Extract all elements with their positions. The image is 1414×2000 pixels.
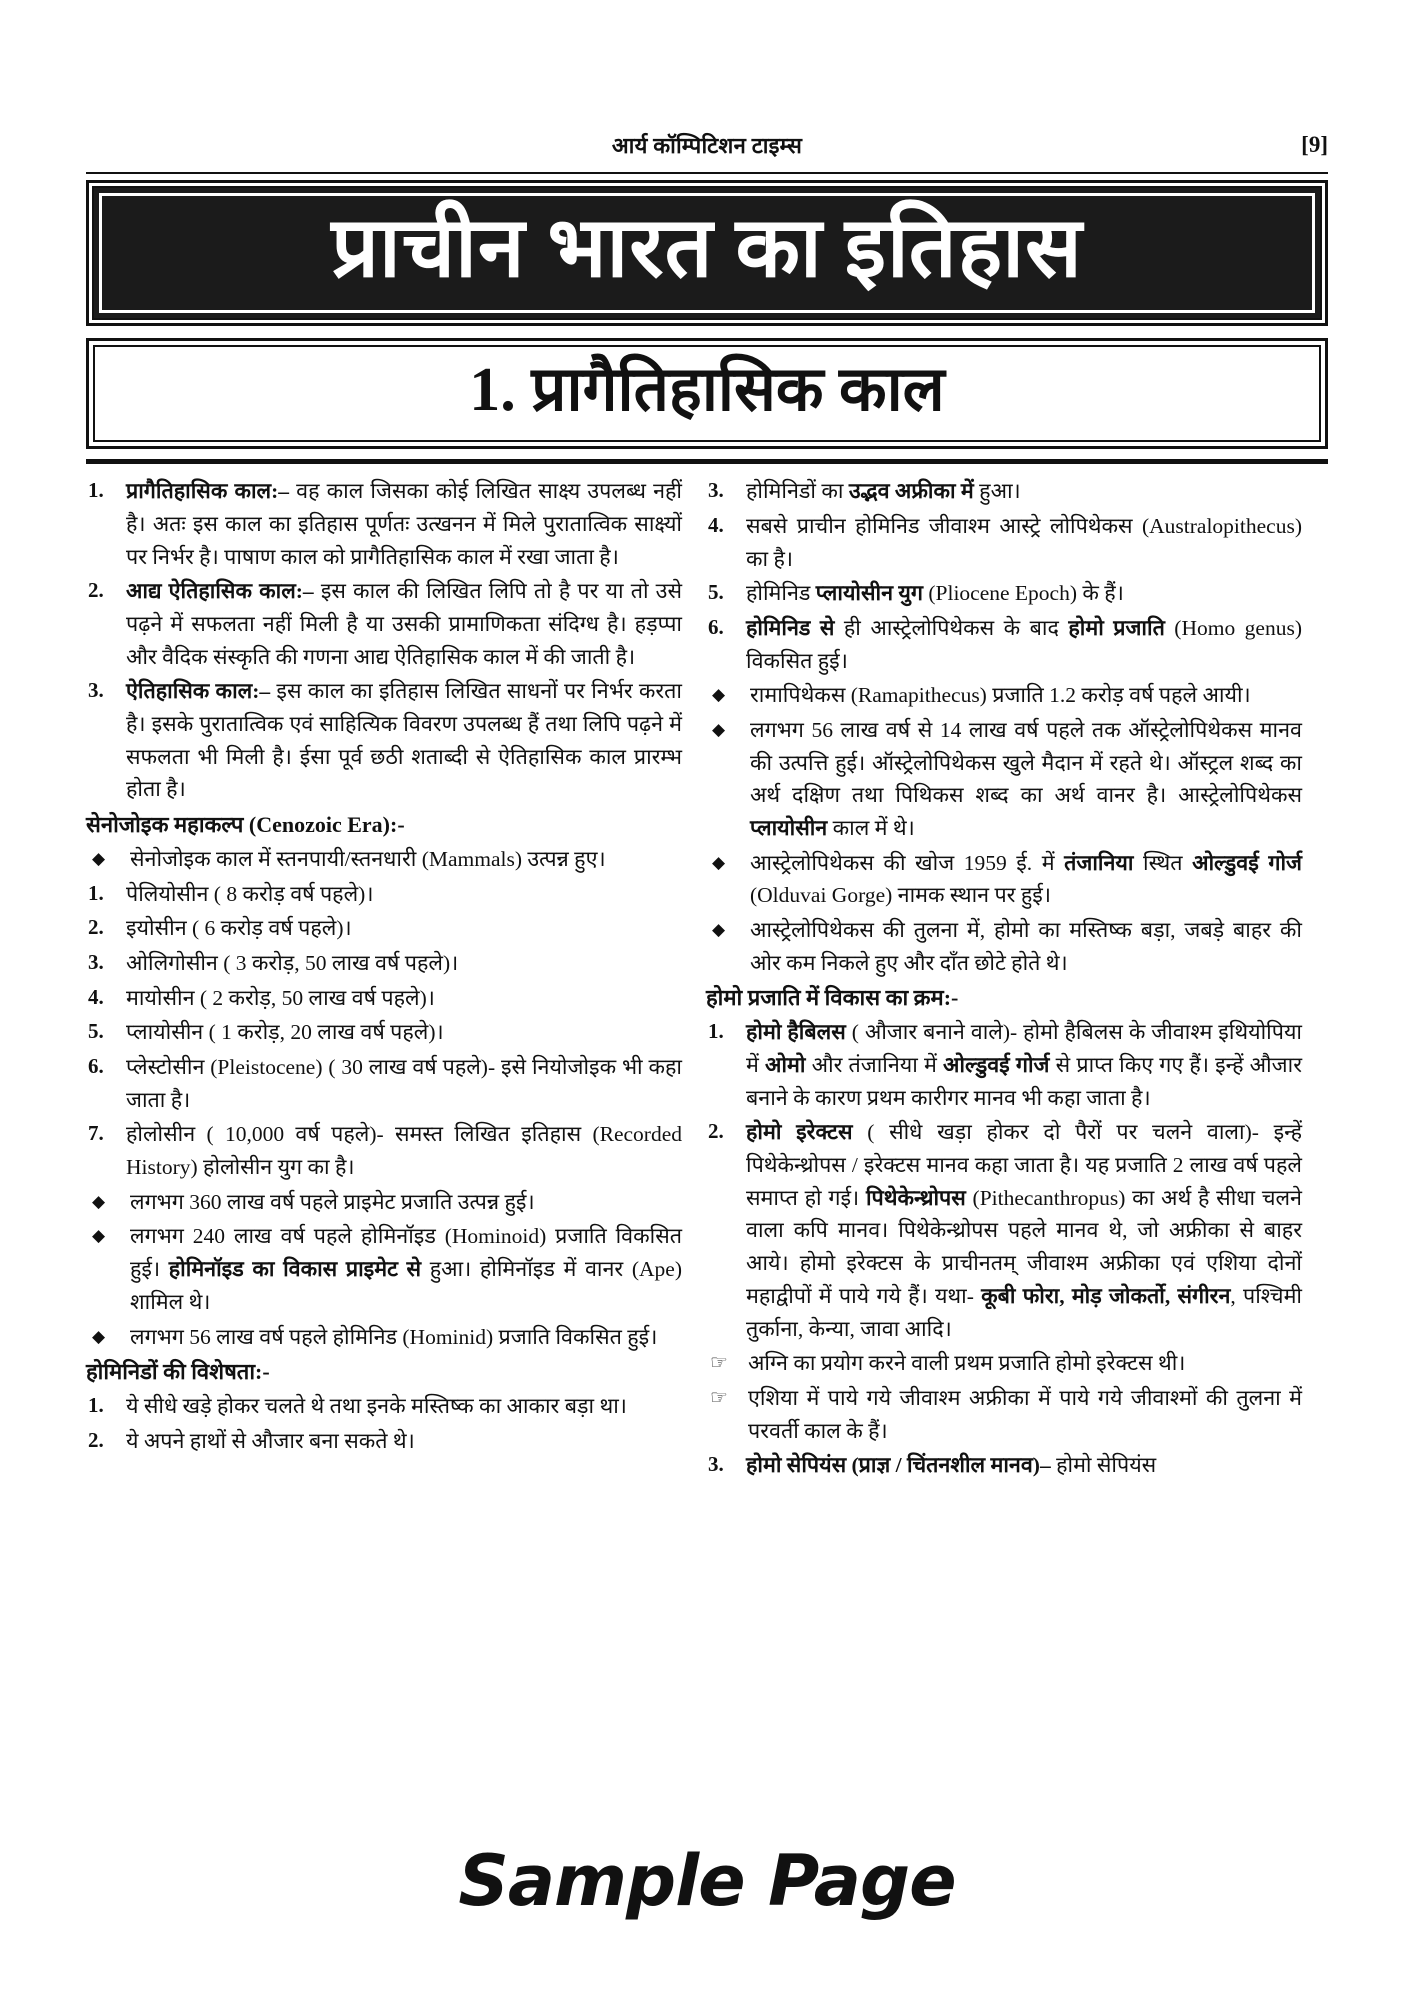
list-item	[706, 577, 1302, 610]
list-marker: 4.	[88, 984, 104, 1009]
list-item-text: ये अपने हाथों से औजार बना सकते थे।	[126, 1428, 415, 1453]
list-item	[706, 914, 1302, 979]
list-item-text: ऐतिहासिक काल:– इस काल का इतिहास लिखित साधनों पर निर्भर करता है। इसके पुरातात्विक एवं साहित्यिक विवरण उपलब्ध हैं तथा लिपि पढ़ने में सफलता भी मिली है। ईसा पूर्व छठी शताब्दी से ऐतिहासिक काल प्रारम्भ होता है।	[126, 679, 683, 802]
pointing-hand-icon: ☞	[710, 1352, 728, 1375]
list-item-text: होमिनिड प्लायोसीन युग (Pliocene Epoch) के हैं।	[746, 581, 1124, 606]
body-top-rule	[86, 459, 1328, 464]
body-columns	[86, 475, 1328, 1483]
list-item-text: होमो सेपियंस (प्राज्ञ / चिंतनशील मानव)– होमो सेपियंस	[746, 1453, 1157, 1478]
list-item-text: मायोसीन ( 2 करोड़, 50 लाख वर्ष पहले)।	[126, 985, 435, 1010]
chapter-title-banner	[86, 338, 1328, 449]
list-item	[706, 714, 1302, 845]
list-marker: 4.	[708, 513, 724, 538]
list-item	[86, 912, 682, 945]
running-head	[86, 126, 1328, 170]
list-item-text: आद्य ऐतिहासिक काल:– इस काल की लिखित लिपि तो है पर या तो उसे पढ़ने में सफलता नहीं मिली है या उसकी प्रामाणिकता संदिग्ध है। हड़प्पा और वैदिक संस्कृति की गणना आद्य ऐतिहासिक काल में की जाती है।	[126, 579, 682, 669]
list-item-text: आस्ट्रेलोपिथेकस की खोज 1959 ई. में तंजानिया स्थित ओल्डुवई गोर्ज (Olduvai Gorge) नामक स्थान पर हुई।	[750, 850, 1302, 908]
left-subhead-cenozoic: सेनोजोइक महाकल्प (Cenozoic Era):-	[86, 812, 405, 838]
list-item-text: होमो इरेक्टस ( सीधे खड़ा होकर दो पैरों पर चलने वाला)- इन्हें पिथेकेन्थ्रोपस / इरेक्टस मानव कहा जाता है। यह प्रजाति 2 लाख वर्ष पहले समाप्त हो गई। पिथेकेन्थ्रोपस (Pithecanthropus) का अर्थ है सीधा चलने वाला कपि मानव। पिथेकेन्थ्रोपस पहले मानव थे, जो अफ्रीका से बाहर आये। होमो इरेक्टस के प्राचीनतम् जीवाश्म अफ्रीका एवं एशिया दोनों महाद्वीपों में पाये गये हैं। यथा- कूबी फोरा, मोड़ जोकर्तो, संगीरन, पश्चिमी तुर्काना, केन्या, जावा आदि।	[746, 1120, 1302, 1341]
list-item-text: एशिया में पाये गये जीवाश्म अफ्रीका में पाये गये जीवाश्मों की तुलना में परवर्ती काल के हैं।	[748, 1385, 1302, 1443]
list-item	[706, 847, 1302, 912]
bullet-icon: ◆	[712, 720, 726, 740]
list-item	[86, 982, 682, 1015]
list-marker: 2.	[88, 915, 104, 940]
main-title-banner-inner	[92, 186, 1322, 320]
list-item-text: होमो हैबिलस ( औजार बनाने वाले)- होमो हैबिलस के जीवाश्म इथियोपिया में ओमो और तंजानिया में ओल्डुवई गोर्ज से प्राप्त किए गए हैं। इन्हें औजार बनाने के कारण प्रथम कारीगर मानव भी कहा जाता है।	[746, 1020, 1302, 1110]
list-marker: 2.	[88, 1427, 104, 1452]
right-subhead-homo-evolution: होमो प्रजाति में विकास का क्रम:-	[706, 985, 959, 1011]
left-list-2	[86, 843, 682, 1353]
list-item-text: रामापिथेकस (Ramapithecus) प्रजाति 1.2 करोड़ वर्ष पहले आयी।	[750, 683, 1251, 708]
list-item-text: होमिनिड से ही आस्ट्रेलोपिथेकस के बाद होमो प्रजाति (Homo genus) विकसित हुई।	[746, 616, 1302, 673]
bullet-icon: ◆	[92, 1326, 106, 1346]
list-marker: 1.	[88, 880, 104, 905]
list-marker: 3.	[708, 1452, 724, 1477]
list-item	[86, 843, 682, 876]
list-item	[86, 575, 682, 673]
left-list-3	[86, 1390, 682, 1457]
list-item-text: लगभग 240 लाख वर्ष पहले होमिनॉइड (Hominoid) प्रजाति विकसित हुई। होमिनॉइड का विकास प्राइमेट से हुआ। होमिनॉइड में वानर (Ape) शामिल थे।	[130, 1224, 682, 1314]
list-item-text: इयोसीन ( 6 करोड़ वर्ष पहले)।	[126, 916, 352, 941]
list-item-text: सेनोजोइक काल में स्तनपायी/स्तनधारी (Mammals) उत्पन्न हुए।	[130, 847, 606, 872]
list-marker: 1.	[88, 1393, 104, 1418]
list-item-text: आस्ट्रेलोपिथेकस की तुलना में, होमो का मस्तिष्क बड़ा, जबड़े बाहर की ओर कम निकले हुए और दाँत छोटे होते थे।	[750, 918, 1302, 975]
bullet-icon: ◆	[92, 849, 106, 869]
bullet-icon: ◆	[712, 685, 726, 705]
sample-page-watermark: Sample Page	[458, 1840, 956, 1922]
list-marker: 3.	[88, 950, 104, 975]
list-item	[706, 1449, 1302, 1482]
bullet-icon: ◆	[92, 1191, 106, 1211]
list-marker: 2.	[708, 1119, 724, 1144]
list-item	[86, 947, 682, 980]
list-item	[706, 679, 1302, 712]
list-marker: 3.	[88, 678, 104, 703]
list-item	[86, 1321, 682, 1354]
bullet-icon: ◆	[712, 920, 726, 940]
list-item-text: होमिनिडों का उद्भव अफ्रीका में हुआ।	[746, 479, 1021, 504]
list-item-text: प्लेस्टोसीन (Pleistocene) ( 30 लाख वर्ष पहले)- इसे नियोजोइक भी कहा जाता है।	[126, 1055, 682, 1112]
list-item	[706, 1016, 1302, 1114]
pointing-hand-icon: ☞	[710, 1386, 728, 1409]
list-marker: 5.	[708, 580, 724, 605]
list-item-text: होलोसीन ( 10,000 वर्ष पहले)- समस्त लिखित इतिहास (Recorded History) होलोसीन युग का है।	[126, 1122, 682, 1180]
list-item	[86, 878, 682, 911]
list-item	[706, 1382, 1302, 1447]
list-marker: 6.	[88, 1054, 104, 1079]
list-marker: 3.	[708, 478, 724, 503]
list-item-text: लगभग 56 लाख वर्ष से 14 लाख वर्ष पहले तक ऑस्ट्रेलोपिथेकस मानव की उत्पत्ति हुई। ऑस्ट्रेलोपिथेकस खुले मैदान में रहते थे। ऑस्ट्रल शब्द का अर्थ दक्षिण तथा पिथिकस शब्द का अर्थ वानर है। आस्ट्रेलोपिथेकस प्लायोसीन काल में थे।	[750, 718, 1302, 841]
list-marker: 5.	[88, 1019, 104, 1044]
left-list-1	[86, 475, 682, 806]
list-marker: 1.	[708, 1019, 724, 1044]
list-item	[86, 1390, 682, 1423]
list-item	[706, 475, 1302, 508]
left-subhead-hominid-features: होमिनिडों की विशेषता:-	[86, 1359, 270, 1385]
list-item-text: ये सीधे खड़े होकर चलते थे तथा इनके मस्तिष्क का आकार बड़ा था।	[126, 1394, 627, 1419]
list-item	[706, 612, 1302, 677]
list-item	[706, 1116, 1302, 1345]
list-item-text: अग्नि का प्रयोग करने वाली प्रथम प्रजाति होमो इरेक्टस थी।	[748, 1351, 1186, 1376]
list-item-text: ओलिगोसीन ( 3 करोड़, 50 लाख वर्ष पहले)।	[126, 951, 459, 976]
list-item	[86, 1051, 682, 1116]
left-column	[86, 475, 682, 1483]
list-item	[706, 510, 1302, 575]
list-item	[86, 475, 682, 573]
list-item	[86, 675, 682, 806]
masthead-title: आर्य कॉम्पिटिशन टाइम्स	[611, 133, 803, 158]
main-title-banner	[86, 180, 1328, 326]
list-marker: 7.	[88, 1121, 104, 1146]
list-marker: 2.	[88, 578, 104, 603]
list-item	[86, 1016, 682, 1049]
list-marker: 1.	[88, 478, 104, 503]
right-column	[706, 475, 1302, 1483]
right-list-1	[706, 475, 1302, 979]
list-item	[86, 1118, 682, 1183]
list-item-text: सबसे प्राचीन होमिनिड जीवाश्म आस्ट्रे लोपिथेकस (Australopithecus) का है।	[746, 514, 1302, 571]
list-item	[86, 1220, 682, 1318]
main-title-text: प्राचीन भारत का इतिहास	[99, 193, 1315, 313]
list-item-text: लगभग 360 लाख वर्ष पहले प्राइमेट प्रजाति उत्पन्न हुई।	[130, 1189, 535, 1214]
bullet-icon: ◆	[92, 1226, 106, 1246]
list-item	[706, 1347, 1302, 1380]
page-number: [9]	[1301, 132, 1328, 157]
list-item	[86, 1186, 682, 1219]
list-item-text: लगभग 56 लाख वर्ष पहले होमिनिड (Hominid) प्रजाति विकसित हुई।	[130, 1324, 658, 1349]
list-item-text: प्रागैतिहासिक काल:– वह काल जिसका कोई लिखित साक्ष्य उपलब्ध नहीं है। अतः इस काल का इतिहास पूर्णतः उत्खनन में मिले पुरातात्विक साक्ष्यों पर निर्भर है। पाषाण काल को प्रागैतिहासिक काल में रखा जाता है।	[126, 479, 682, 569]
bullet-icon: ◆	[712, 852, 726, 872]
list-item	[86, 1425, 682, 1458]
header-rule	[86, 172, 1328, 174]
right-list-2	[706, 1016, 1302, 1481]
list-item-text: प्लायोसीन ( 1 करोड़, 20 लाख वर्ष पहले)।	[126, 1020, 444, 1045]
list-item-text: पेलियोसीन ( 8 करोड़ वर्ष पहले)।	[126, 881, 374, 906]
chapter-title-text: 1. प्रागैतिहासिक काल	[93, 345, 1321, 442]
list-marker: 6.	[708, 615, 724, 640]
